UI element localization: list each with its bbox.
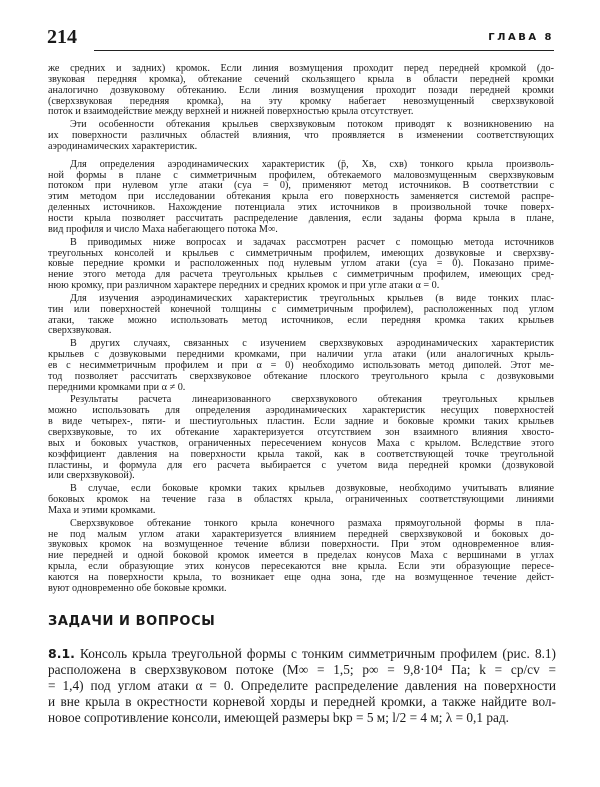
text-line: Маха и этими кромками. — [48, 504, 156, 516]
paragraph — [48, 294, 554, 337]
text-line: деленных источников. Нахождение потенциала этих источников в произвольной точке поверх- — [48, 202, 554, 214]
text-line: каются на поверхности крыла, то возникает еще одна зона, где на возмущенное течение дейст- — [48, 571, 554, 583]
text-line: ние передней и одной боковой кромок имеется в пределах конусов Маха с вершинами в углах — [48, 550, 554, 562]
paragraph — [48, 484, 554, 517]
problem-line: расположена в сверхзвуковом потоке (M∞ = 1,5; p∞ = 9,8·10⁴ Па; k = cp/cv = — [48, 662, 556, 677]
problem-line: = 1,4) под углом атаки α = 0. Определите распределение давления на поверхности — [48, 678, 556, 693]
text-line: треугольных консолей и крыльев с симметричным профилем, имеющих дозвуковые и сверхзву- — [48, 247, 554, 259]
text-line: звуковых кромок на возмущенное течение вблизи поверхности. При этом одновременное влия- — [48, 539, 554, 551]
problem-number: 8.1. — [48, 646, 75, 661]
text-line: (сверхзвуковая передняя кромка), на эту кромку набегает невозмущенный сверхзвуковой — [48, 95, 554, 107]
header-rule — [94, 50, 554, 51]
text-line: можно использовать для определения аэродинамических характеристик несущих поверхностей — [48, 405, 554, 417]
paragraph — [48, 339, 554, 393]
text-line: поток и взаимодействие между верхней и нижней поверхностью крыла отсутствует. — [48, 106, 414, 118]
text-line: нюю кромку, при различном характере передних и средних кромок и при угле атаки α = 0. — [48, 280, 440, 292]
problem-text: Консоль крыла треугольной формы с тонким симметричным профилем (рис. 8.1) — [80, 646, 556, 661]
paragraph — [48, 238, 554, 292]
text-line: передними кромками при α ≠ 0. — [48, 381, 186, 393]
text-line: Для изучения аэродинамических характеристик треугольных крыльев (в виде тонких плас- — [70, 292, 554, 304]
paragraph — [48, 160, 554, 236]
text-line: пластины, и формула для его расчета выбирается с учетом вида передней кромки (дозвуковой — [48, 459, 554, 471]
paragraph — [48, 395, 554, 482]
text-line: Сверхзвуковое обтекание тонкого крыла конечного размаха прямоугольной формы в пла- — [70, 517, 554, 529]
text-line: потоком при нулевом угле атаки (cya = 0), применяют метод источников. В соответствии с — [48, 180, 554, 192]
text-line: крыла, если образующие этих конусов пересекаются вне крыла. Если эти образующие пересе- — [48, 561, 554, 573]
text-line: не под малым углом атаки характеризуется влиянием передней сверхзвуковой и боковых до- — [48, 528, 554, 540]
text-line: вых и боковых участков, ограниченных пересечением конусов Маха с крылом. Вследствие этого — [48, 437, 554, 449]
text-line: сверхзвуковые, то их обтекание характеризуется отсутствием зон взаимного влияния хвосто- — [48, 427, 554, 438]
body-text — [48, 64, 554, 597]
text-line: В случае, если боковые кромки таких крыльев дозвуковые, необходимо учитывать влияние — [70, 483, 554, 495]
text-line: их поверхности различных областей влияния, что проявляется в изменении соответствующих — [48, 130, 554, 142]
paragraph — [48, 64, 554, 118]
text-line: ковые передние кромки и расположенных под нулевым углом атаки (cya = 0). Показано приме- — [48, 258, 554, 270]
text-line: в виде четырех-, пяти- и шестиугольных пластин. Если задние и боковые кромки таких крыльев — [48, 416, 554, 428]
text-line: крыльев с дозвуковыми передними кромками, при наличии угла атаки (или аналогичных крыль- — [48, 349, 554, 361]
text-line: Результаты расчета линеаризованного сверхзвукового обтекания треугольных крыльев — [70, 394, 554, 406]
page-number: 214 — [47, 26, 77, 48]
text-line: боковых кромок на течение газа в областях крыла, ограниченных соответствующими линиями — [48, 494, 554, 506]
paragraph — [48, 120, 554, 153]
text-line: ев с несимметричным профилем и при α = 0) необходимо использовать метод диполей. Этот ме- — [48, 359, 554, 371]
text-line: аэродинамических характеристик. — [48, 140, 198, 152]
chapter-running-head: ГЛАВА 8 — [488, 32, 554, 43]
text-line: В приводимых ниже вопросах и задачах рассмотрен расчет с помощью метода источников — [70, 236, 554, 248]
text-line: нение этого метода для расчета треугольных крыльев с симметричным профилем, имеющих сред- — [48, 269, 554, 281]
text-line: атаки, также можно использовать метод источников, если передняя кромка таких крыльев — [48, 314, 554, 326]
section-heading: ЗАДАЧИ И ВОПРОСЫ — [48, 614, 216, 629]
text-line: же средних и задних) кромок. Если линия возмущения проходит перед передней кромкой (до- — [48, 63, 554, 74]
text-line: сверхзвуковая. — [48, 325, 112, 337]
text-line: вид профиля и число Маха набегающего потока M∞. — [48, 223, 278, 235]
text-line: тод позволяет рассчитать сверхзвуковое обтекание плоского треугольного крыла с дозвуковыми — [48, 370, 554, 382]
text-line: или сверхзвуковой). — [48, 470, 135, 482]
problem-line: и вне крыла в окрестности корневой хорды и передней кромки, а также найдите вол- — [48, 694, 556, 709]
text-line: коэффициент давления на поверхности крыла такой, как в соответствующей точке треугольной — [48, 448, 554, 460]
text-line: вуют одновременно обе боковые кромки. — [48, 582, 227, 594]
paragraph — [48, 519, 554, 595]
text-line: звуковая передняя кромка), обтекание сечений скользящего крыла в области передней кромки — [48, 73, 554, 85]
problem-line: новое сопротивление консоли, имеющей размеры bкр = 5 м; l/2 = 4 м; λ = 0,1 рад. — [48, 710, 509, 725]
problem-8-1 — [48, 646, 556, 726]
text-line: тин или поверхностей конечной толщины с симметричным профилем), расположенных под углом — [48, 303, 554, 315]
text-line: В других случаях, связанных с изучением сверхзвуковых аэродинамических характеристик — [70, 338, 554, 350]
text-line: ности крыла позволяет рассчитать распределение давления, если заданы форма крыла в плане, — [48, 212, 554, 224]
text-line: аналогично дозвуковому обтеканию. Если линия возмущения проходит позади передней кромки — [48, 84, 554, 96]
text-line: ной формы в плане с симметричным профилем, обтекаемого маловозмущенным сверхзвуковым — [48, 169, 554, 181]
text-line: Для определения аэродинамических характеристик (p̄, Xв, cхв) тонкого крыла произволь- — [70, 158, 554, 170]
text-line: Эти особенности обтекания крыльев сверхзвуковым потоком приводят к возникновению на — [70, 119, 554, 131]
text-line: этим методом при исследовании обтекания крыла его поверхность заменяется системой распре- — [48, 191, 554, 203]
problem-line — [48, 646, 556, 662]
